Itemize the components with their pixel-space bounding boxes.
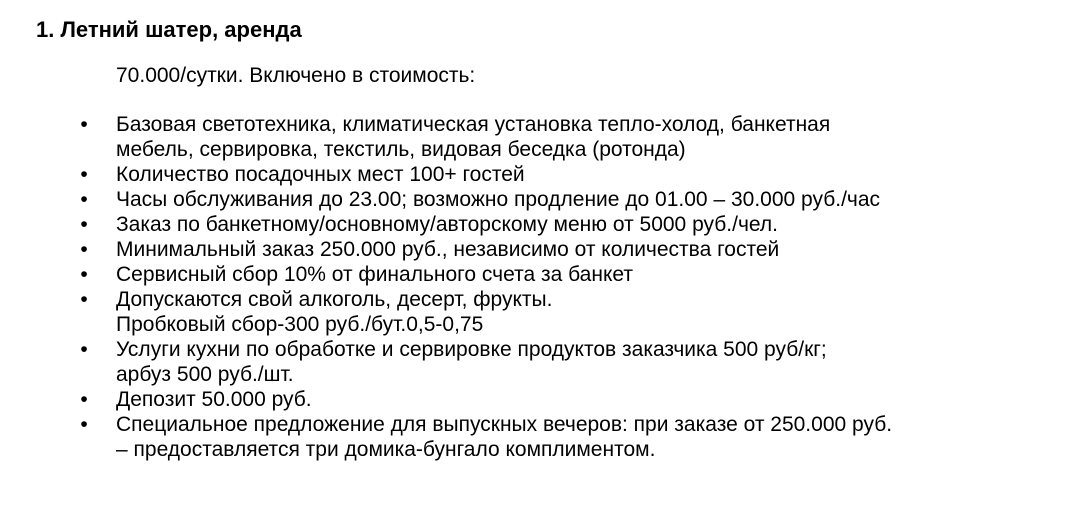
list-item-text: Сервисный сбор 10% от финального счета за банкет [116,263,633,286]
list-item-text: – предоставляется три домика-бунгало комплиментом. [116,438,656,461]
list-item-text: Услуги кухни по обработке и сервировке продуктов заказчика 500 руб/кг; [116,338,827,361]
list-item-text: Количество посадочных мест 100+ гостей [116,163,525,186]
list-item-text: Минимальный заказ 250.000 руб., независимо от количества гостей [116,238,780,261]
list-item [0,287,1080,337]
bullet-icon: • [80,188,88,211]
list-item-text: Допускаются свой алкоголь, десерт, фрукты. [116,288,553,311]
bullet-icon: • [80,238,88,261]
bullet-icon: • [80,163,88,186]
list-item-text: мебель, сервировка, текстиль, видовая беседка (ротонда) [116,138,686,161]
bullet-icon: • [80,213,88,236]
bullet-icon: • [80,338,88,361]
price-intro: 70.000/сутки. Включено в стоимость: [116,64,476,87]
included-items-list [0,112,1080,462]
bullet-icon: • [80,113,88,136]
list-item-text: Специальное предложение для выпускных вечеров: при заказе от 250.000 руб. [116,413,893,436]
list-item [0,187,1080,212]
list-item-text: арбуз 500 руб./шт. [116,363,294,386]
list-item [0,212,1080,237]
list-item [0,262,1080,287]
list-item [0,162,1080,187]
list-item [0,237,1080,262]
list-item-text: Заказ по банкетному/основному/авторскому меню от 5000 руб./чел. [116,213,778,236]
bullet-icon: • [80,288,88,311]
bullet-icon: • [80,388,88,411]
list-item [0,112,1080,162]
list-item [0,387,1080,412]
list-item-text: Пробковый сбор-300 руб./бут.0,5-0,75 [116,313,484,336]
list-item [0,337,1080,387]
list-item-text: Базовая светотехника, климатическая установка тепло-холод, банкетная [116,113,831,136]
list-item-text: Часы обслуживания до 23.00; возможно продление до 01.00 – 30.000 руб./час [116,188,881,211]
bullet-icon: • [80,263,88,286]
bullet-icon: • [80,413,88,436]
section-heading: 1. Летний шатер, аренда [36,17,302,42]
list-item-text: Депозит 50.000 руб. [116,388,312,411]
list-item [0,412,1080,462]
